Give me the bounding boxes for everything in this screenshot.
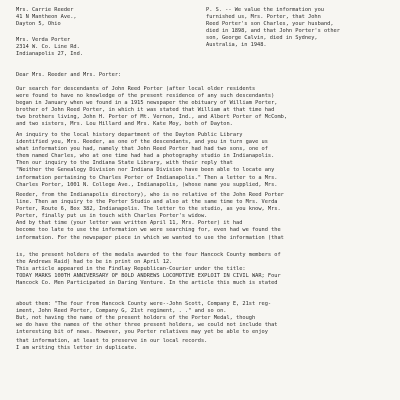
body-line: An inquiry to the local history department of the Dayton Public Library — [16, 132, 243, 138]
address-line: 2314 W. Co. Line Rd. — [16, 44, 80, 51]
body-line: what information you had, namely that John Reed Porter had had two sons, one of — [16, 146, 268, 153]
body-line: Reeder, from the Indianapolis directory), who is no relative of the John Reed Porter — [16, 192, 284, 198]
postscript-line: P. S. -- We value the information you — [206, 7, 324, 13]
address-line: Mrs. Verda Porter — [16, 37, 71, 43]
body-line: them named Charles, who at one time had had a photography studio in Indianapolis. — [16, 153, 275, 160]
postscript-line: Reed Porter's son Charles, your husband, — [206, 21, 334, 28]
recipient-address-reeder — [16, 7, 136, 28]
postscript-line: furnished us, Mrs. Porter, that John — [206, 14, 321, 21]
body-line: TODAY MARKS 100TH ANNIVERSARY OF BOLD ANDREWS LOCOMOTIVE EXPLOIT IN CIVIL WAR; Four — [16, 273, 281, 280]
postscript-line: son, George Calvin, died in Sydney, — [206, 35, 318, 42]
body-line: identified you, Mrs. Reeder, as one of the descendants, and you in turn gave us — [16, 139, 268, 146]
recipient-address-porter — [16, 37, 136, 58]
body-line: two brothers living, John H. Porter of Mt. Vernon, Ind., and Albert Porter of McComb, — [16, 114, 288, 121]
address-line: Indianapolis 27, Ind. — [16, 51, 83, 58]
body-line: Porter, finally put us in touch with Charles Porter's widow. — [16, 213, 208, 220]
address-line: Mrs. Carrie Reeder — [16, 7, 74, 13]
postscript-line: died in 1898, and that John Porter's other — [206, 28, 340, 35]
body-line: Porter, Route 6, Box 382, Indianapolis. The letter to the studio, as you know, Mrs. — [16, 206, 281, 213]
body-line: I am writing this letter in duplicate. — [16, 345, 138, 352]
paragraph-library-inquiry — [16, 132, 388, 189]
body-line: the Andrews Raid) had to be in print on April 12. — [16, 259, 173, 266]
address-line: 41 N Mantheon Ave., — [16, 14, 77, 21]
body-line: began in January when we found in a 1915 newspaper the obituary of William Porter, — [16, 100, 278, 107]
body-line: "Neither the Genealogy Division nor Indiana Division have been able to locate any — [16, 167, 275, 174]
body-line: iment, John Reed Porter, Company G, 21st regiment, . ." and so on. — [16, 308, 227, 315]
body-line: Hancock Co. Men Participated in Daring Venture. In the article this much is stated — [16, 280, 278, 287]
body-line: line. Then an inquiry to the Porter Studio and also at the same time to Mrs. Verda — [16, 199, 278, 206]
paragraph-medal — [16, 301, 388, 336]
postscript-line: Australia, in 1948. — [206, 42, 267, 49]
body-line: were found to have no knowledge of the present residence of any such descendants) — [16, 93, 275, 100]
body-line: interesting bit of news. However, you Porter relatives may yet be able to enjoy — [16, 329, 268, 336]
salutation: Dear Mrs. Reeder and Mrs. Porter: — [16, 72, 122, 78]
paragraph-search — [16, 86, 388, 129]
paragraph-article — [16, 252, 388, 287]
body-line: is, the present holders of the medals awarded to the four Hancock County members of — [16, 252, 281, 258]
body-line: And by that time (your letter was written April 11, Mrs. Porter) it had — [16, 220, 243, 227]
address-line: Dayton 5, Ohio — [16, 21, 61, 28]
body-line: Charles Porter, 1001 N. College Ave., Indianapolis, (whose name you supplied, Mrs. — [16, 181, 278, 188]
body-line: brother of John Reed Porter, in which it was stated that William at that time had — [16, 107, 275, 114]
body-line: But, not having the name of the present holders of the Porter Medal, though — [16, 315, 256, 322]
paragraph-closing — [16, 338, 388, 352]
paragraph-studio-inquiry — [16, 192, 388, 242]
body-line: about them: "The four from Hancock County were--John Scott, Company E, 21st reg- — [16, 301, 272, 307]
body-line: information. For the newspaper piece in which we wanted to use the information (that — [16, 234, 284, 241]
body-line: information pertaining to Charles Porter of Indianapolis." Then a letter to a Mrs. — [16, 174, 278, 181]
body-line: This article appeared in the Findlay Republican-Courier under the title: — [16, 266, 246, 273]
body-line: become too late to use the information we were searching for, even had we found the — [16, 227, 281, 234]
body-line: Our search for descendants of John Reed Porter (after local older residents — [16, 86, 256, 92]
postscript — [206, 7, 388, 50]
body-line: Then our inquiry to the Indiana State Library, with their reply that — [16, 160, 233, 167]
body-line: that information, at least to preserve in our local records. — [16, 338, 208, 344]
body-line: we do have the names of the other three present holders, we could not include that — [16, 322, 278, 329]
body-line: and two sisters, Mrs. Lou Hillard and Mrs. Kate Moy, both of Dayton. — [16, 121, 233, 128]
